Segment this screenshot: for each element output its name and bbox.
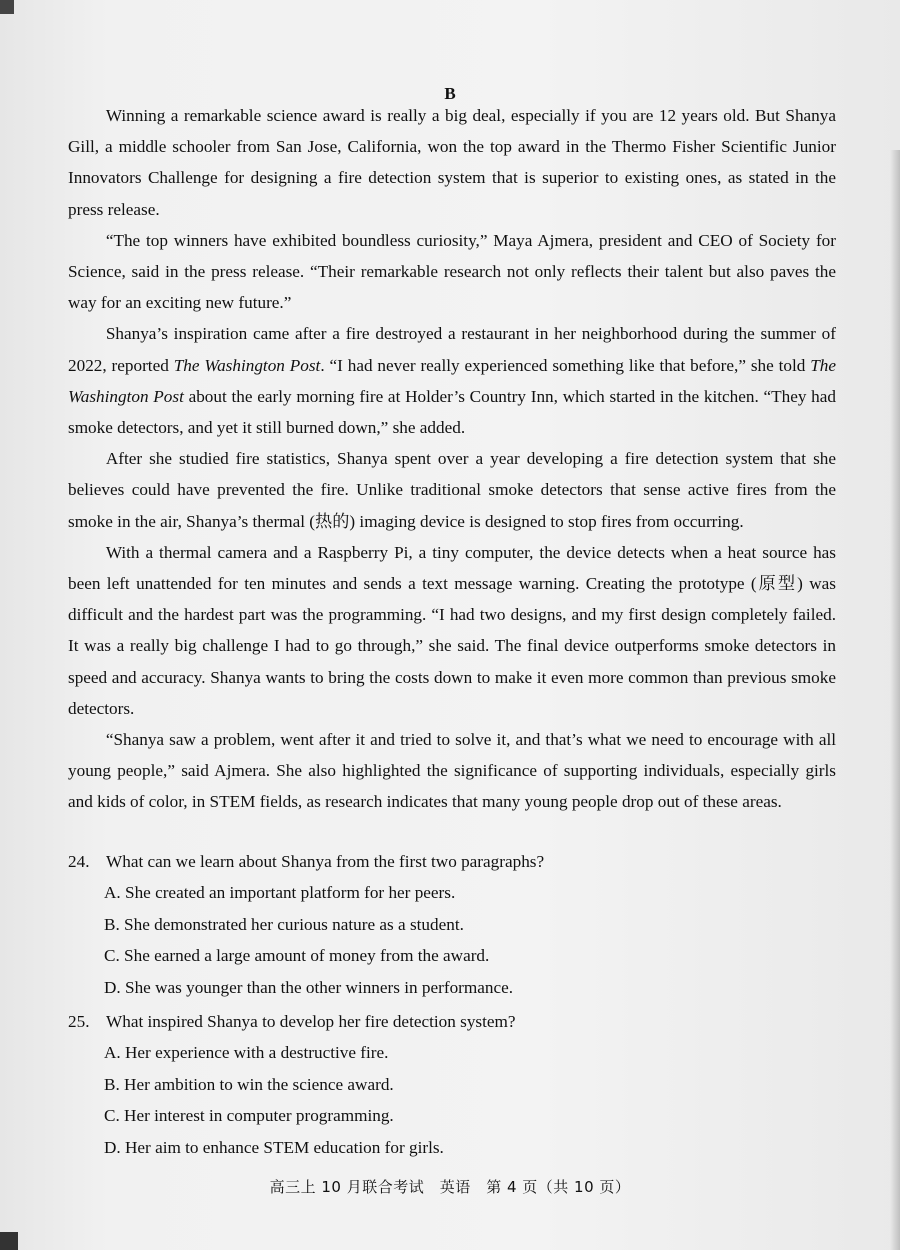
passage-paragraph-6: “Shanya saw a problem, went after it and tried to solve it, and that’s what we need to encourage with all young people,” said Ajmera. She also highlighted the significance of supporting individuals, especially girls and kids of color, in STEM fields, as research indicates that many young people drop out of these areas.: [68, 730, 836, 812]
scan-edge-mark: [0, 1232, 18, 1250]
scan-edge-mark: [0, 0, 14, 14]
question-list: [68, 846, 836, 1163]
page-shadow: [890, 150, 900, 1250]
question-number: 24.: [68, 852, 90, 871]
question-text: What can we learn about Shanya from the first two paragraphs?: [106, 852, 545, 871]
section-heading: B: [444, 84, 456, 103]
option-d: D. She was younger than the other winners in performance.: [104, 977, 514, 997]
option-b: B. She demonstrated her curious nature as a student.: [104, 914, 464, 934]
question-25: [68, 1006, 836, 1163]
option-a: A. Her experience with a destructive fire.: [104, 1043, 389, 1062]
passage-paragraph-3: [68, 318, 836, 443]
passage-paragraph-4: After she studied fire statistics, Shanya spent over a year developing a fire detection system that she believes could have prevented the fire. Unlike traditional smoke detectors that sense active fires from the smoke in the air, Shanya’s thermal (热的) imaging device is designed to stop fires from occurring.: [68, 449, 836, 531]
paragraph-text: about the early morning fire at Holder’s Country Inn, which started in the kitchen. “They had smoke detectors, and yet it still burned down,” she added.: [68, 386, 836, 438]
question-24: [68, 846, 836, 1003]
option-c: C. She earned a large amount of money from the award.: [104, 946, 490, 965]
question-stem: [68, 1006, 836, 1037]
question-stem: [68, 846, 836, 877]
reading-passage: [68, 100, 836, 818]
passage-paragraph-2: “The top winners have exhibited boundless curiosity,” Maya Ajmera, president and CEO of Society for Science, said in the press release. “Their remarkable research not only reflects their talent but also paves the way for an exciting new future.”: [68, 230, 836, 313]
option-a: A. She created an important platform for her peers.: [104, 883, 456, 902]
option-b: B. Her ambition to win the science award.: [104, 1074, 394, 1094]
option-c: C. Her interest in computer programming.: [104, 1106, 394, 1125]
option-d: D. Her aim to enhance STEM education for girls.: [104, 1137, 444, 1157]
passage-paragraph-5: With a thermal camera and a Raspberry Pi, a tiny computer, the device detects when a heat source has been left unattended for ten minutes and sends a text message warning. Creating the prototype (原型) was difficult and the hardest part was the programming. “I had two designs, and my first design completely failed. It was a really big challenge I had to go through,” she said. The final device outperforms smoke detectors in speed and accuracy. Shanya wants to bring the costs down to make it even more common than previous smoke detectors.: [68, 542, 836, 718]
question-number: 25.: [68, 1012, 90, 1031]
passage-paragraph-1: Winning a remarkable science award is really a big deal, especially if you are 12 years old. But Shanya Gill, a middle schooler from San Jose, California, won the top award in the Thermo Fisher Scientific Junior Innovators Challenge for designing a fire detection system that is superior to existing ones, as stated in the press release.: [68, 106, 836, 219]
paragraph-text: . “I had never really experienced something like that before,” she told: [320, 355, 811, 375]
newspaper-title: The Washington Post: [173, 355, 321, 375]
question-text: What inspired Shanya to develop her fire detection system?: [106, 1012, 516, 1031]
newspaper-title: The Washington Post: [68, 355, 836, 406]
page-footer: 高三上 10 月联合考试 英语 第 4 页（共 10 页）: [269, 1178, 631, 1196]
paragraph-text: Shanya’s inspiration came after a fire destroyed a restaurant in her neighborhood during the summer of 2022, reported: [68, 324, 836, 375]
